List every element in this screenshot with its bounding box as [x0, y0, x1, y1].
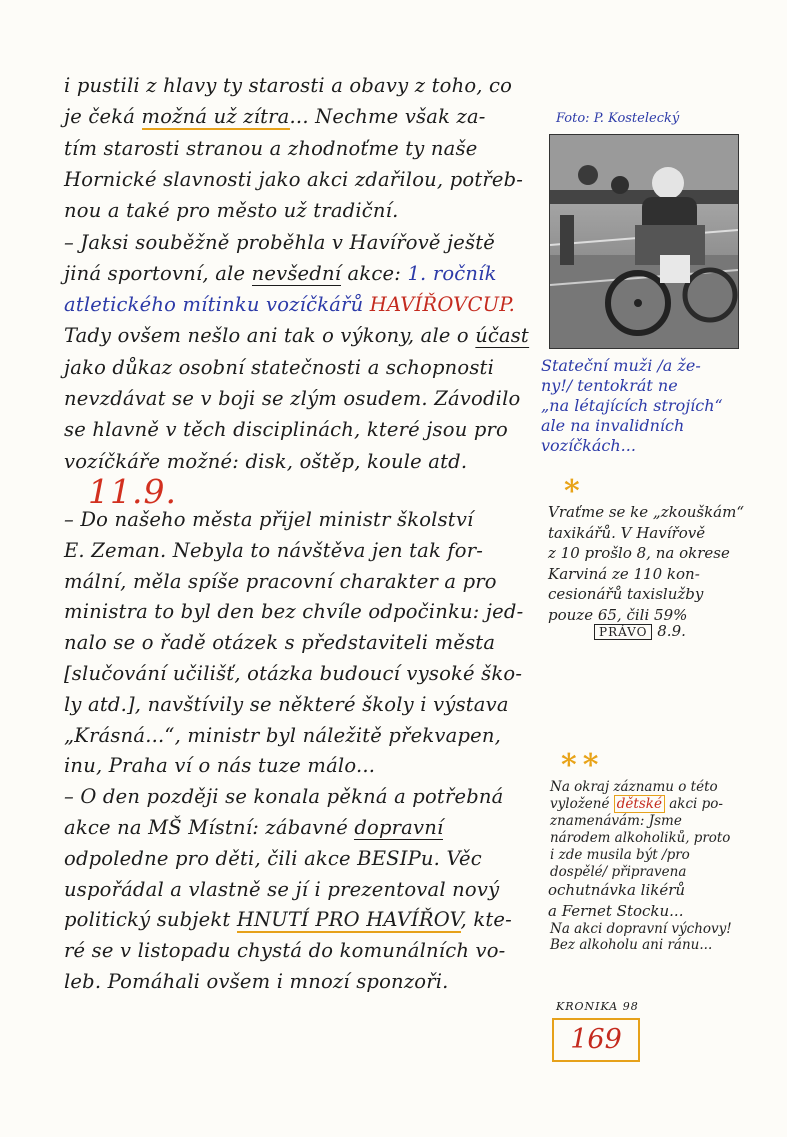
top-line-2-seg-1: je čeká: [64, 105, 142, 129]
side2-body-4: dospělé/ připravena: [550, 864, 687, 880]
top-line-10-seg-1: jako důkaz osobní statečnosti a schopnosti: [64, 355, 495, 379]
bottom-line-4-seg-1: ministra to byl den bez chvíle odpočinku: jed-: [64, 600, 524, 624]
bottom-line-10: [64, 785, 504, 808]
side2-body-1: znamenávám: Jsme: [550, 813, 682, 829]
top-line-6-seg-1: – Jaksi souběžně proběhla v Havířově ještě: [64, 230, 496, 254]
top-line-3-seg-1: tím starosti stranou a zhodnoťme ty naše: [64, 136, 478, 160]
bottom-line-3: [64, 570, 497, 593]
bottom-line-2-seg-1: E. Zeman. Nebyla to návštěva jen tak for-: [64, 538, 484, 562]
wheelchair-athlete-photo: [549, 134, 739, 349]
side2-line-1: Na okraj záznamu o této: [550, 779, 718, 795]
bottom-line-14-seg-2: HNUTÍ PRO HAVÍŘOV: [236, 908, 461, 932]
top-line-4-seg-1: Hornické slavnosti jako akci zdařilou, potřeb-: [64, 167, 524, 191]
top-line-4: [64, 168, 523, 191]
children-word: dětské: [614, 795, 665, 813]
bottom-line-9: [64, 754, 375, 777]
top-line-8: [64, 293, 515, 316]
bottom-line-5: [64, 631, 495, 654]
side1-line-1: Vraťme se ke „zkouškám“: [548, 503, 744, 521]
bottom-line-8: [64, 724, 501, 747]
top-line-12-seg-1: se hlavně v těch disciplinách, které jsou pro: [64, 418, 508, 442]
top-line-2: [64, 105, 486, 128]
caption-line-3: „na létajících strojích“: [541, 396, 723, 415]
side2-body-3: i zde musila být /pro: [550, 847, 690, 863]
top-line-8-seg-2: HAVÍŘOVCUP.: [369, 293, 515, 317]
top-line-5: [64, 199, 399, 222]
side2-line-2b: akci po-: [664, 796, 723, 812]
bottom-line-11-seg-1: akce na MŠ Místní: zábavné: [64, 816, 355, 839]
bottom-line-2: [64, 539, 483, 562]
bottom-line-9-seg-1: inu, Praha ví o nás tuze málo...: [64, 754, 376, 778]
top-line-13-seg-1: vozíčkáře možné: disk, oštěp, koule atd.: [64, 449, 468, 473]
photo-credit: Foto: P. Kostelecký: [556, 111, 680, 126]
bottom-line-14-seg-1: politický subjekt: [64, 908, 237, 932]
bottom-line-10-seg-1: – O den později se konala pěkná a potřebná: [64, 785, 504, 809]
side2-end-2: Bez alkoholu ani ránu...: [550, 937, 713, 953]
bottom-line-12: [64, 847, 482, 870]
top-line-3: [64, 137, 477, 160]
caption-line-1: Stateční muži /a že-: [541, 356, 701, 375]
top-line-7-seg-3: akce:: [341, 261, 408, 285]
bottom-line-4: [64, 600, 523, 623]
bottom-line-6-seg-1: [slučování učilišť, otázka budoucí vysoké ško-: [64, 662, 523, 685]
top-line-2-seg-3: ... Nechme však za-: [289, 105, 486, 129]
bottom-line-16-seg-1: leb. Pomáhali ovšem i mnozí sponzoři.: [64, 970, 449, 993]
top-line-9: [64, 324, 529, 347]
bottom-line-16: [64, 970, 449, 993]
side1-line-3: z 10 prošlo 8, na okrese: [548, 544, 730, 562]
bottom-line-15-seg-1: ré se v listopadu chystá do komunálních vo-: [64, 939, 506, 963]
bottom-line-13: [64, 878, 499, 901]
asterisk-2: **: [561, 748, 605, 783]
bottom-line-7-seg-1: ly atd.], navštívily se některé školy i výstava: [64, 692, 509, 716]
top-line-11: [64, 387, 520, 410]
side1-line-6: pouze 65, čili 59%: [548, 605, 688, 624]
bottom-line-13-seg-1: uspořádal a vlastně se jí i prezentoval nový: [64, 877, 500, 901]
bottom-line-11-seg-2: dopravní: [354, 816, 444, 839]
bottom-line-6: [64, 662, 522, 685]
bottom-line-3-seg-1: mální, měla spíše pracovní charakter a pro: [64, 569, 497, 593]
top-line-9-seg-2: účast: [475, 324, 529, 348]
bottom-line-7: [64, 693, 509, 716]
chronicle-label: KRONIKA 98: [556, 1000, 639, 1013]
top-line-13: [64, 450, 467, 473]
side2-blue-1: ochutnávka likérů: [548, 881, 686, 899]
top-line-7-seg-2: nevšední: [251, 261, 342, 285]
caption-line-4: ale na invalidních: [541, 416, 685, 435]
side1-line-2: taxikářů. V Havířově: [548, 523, 706, 542]
side2-line-2: [550, 796, 723, 812]
side1-line-5: cesionářů taxislužby: [548, 585, 704, 603]
top-line-11-seg-1: nevzdávat se v boji se zlým osudem. Závodilo: [64, 387, 521, 410]
press-source: [594, 622, 686, 640]
top-line-10: [64, 356, 494, 379]
caption-line-5: vozíčkách...: [541, 436, 636, 455]
bottom-line-14: [64, 908, 512, 931]
bottom-line-5-seg-1: nalo se o řadě otázek s představiteli města: [64, 631, 496, 655]
top-line-1-seg-1: i pustili z hlavy ty starosti a obavy z toho, co: [64, 74, 513, 97]
bottom-line-15: [64, 939, 505, 962]
side2-body-2: národem alkoholiků, proto: [550, 830, 731, 846]
pravo-date: 8.9.: [657, 622, 686, 640]
top-line-2-seg-2: možná už zítra: [141, 105, 290, 129]
caption-line-2: ny!/ tentokrát ne: [541, 376, 678, 395]
top-line-8-seg-1: atletického mítinku vozíčkářů: [64, 293, 370, 317]
pravo-label: PRÁVO: [594, 624, 652, 640]
side2-blue-2: a Fernet Stocku...: [548, 902, 684, 920]
side2-end-1: Na akci dopravní výchovy!: [550, 921, 732, 937]
page-number: 169: [552, 1018, 640, 1062]
top-line-1: [64, 74, 512, 97]
bottom-line-8-seg-1: „Krásná...“, ministr byl náležitě překvapen,: [64, 723, 502, 747]
asterisk-1: *: [564, 474, 580, 509]
top-line-6: [64, 231, 495, 254]
top-line-5-seg-1: nou a také pro město už tradiční.: [64, 199, 399, 223]
top-line-7: [64, 262, 497, 285]
bottom-line-1: [64, 508, 474, 531]
bottom-line-14-seg-3: , kte-: [460, 908, 512, 932]
bottom-line-11: [64, 816, 443, 839]
top-line-9-seg-1: Tady ovšem nešlo ani tak o výkony, ale o: [64, 324, 476, 348]
side1-line-4: Karviná ze 110 kon-: [548, 564, 700, 583]
side2-line-2a: vyložené: [550, 796, 614, 812]
bottom-line-12-seg-1: odpoledne pro děti, čili akce BESIPu. Věc: [64, 846, 482, 870]
bottom-line-1-seg-1: – Do našeho města přijel ministr školství: [64, 508, 474, 531]
entry-date: 11.9.: [88, 472, 177, 511]
top-line-7-seg-4: 1. ročník: [407, 261, 497, 285]
top-line-12: [64, 418, 508, 441]
top-line-7-seg-1: jiná sportovní, ale: [64, 261, 252, 285]
